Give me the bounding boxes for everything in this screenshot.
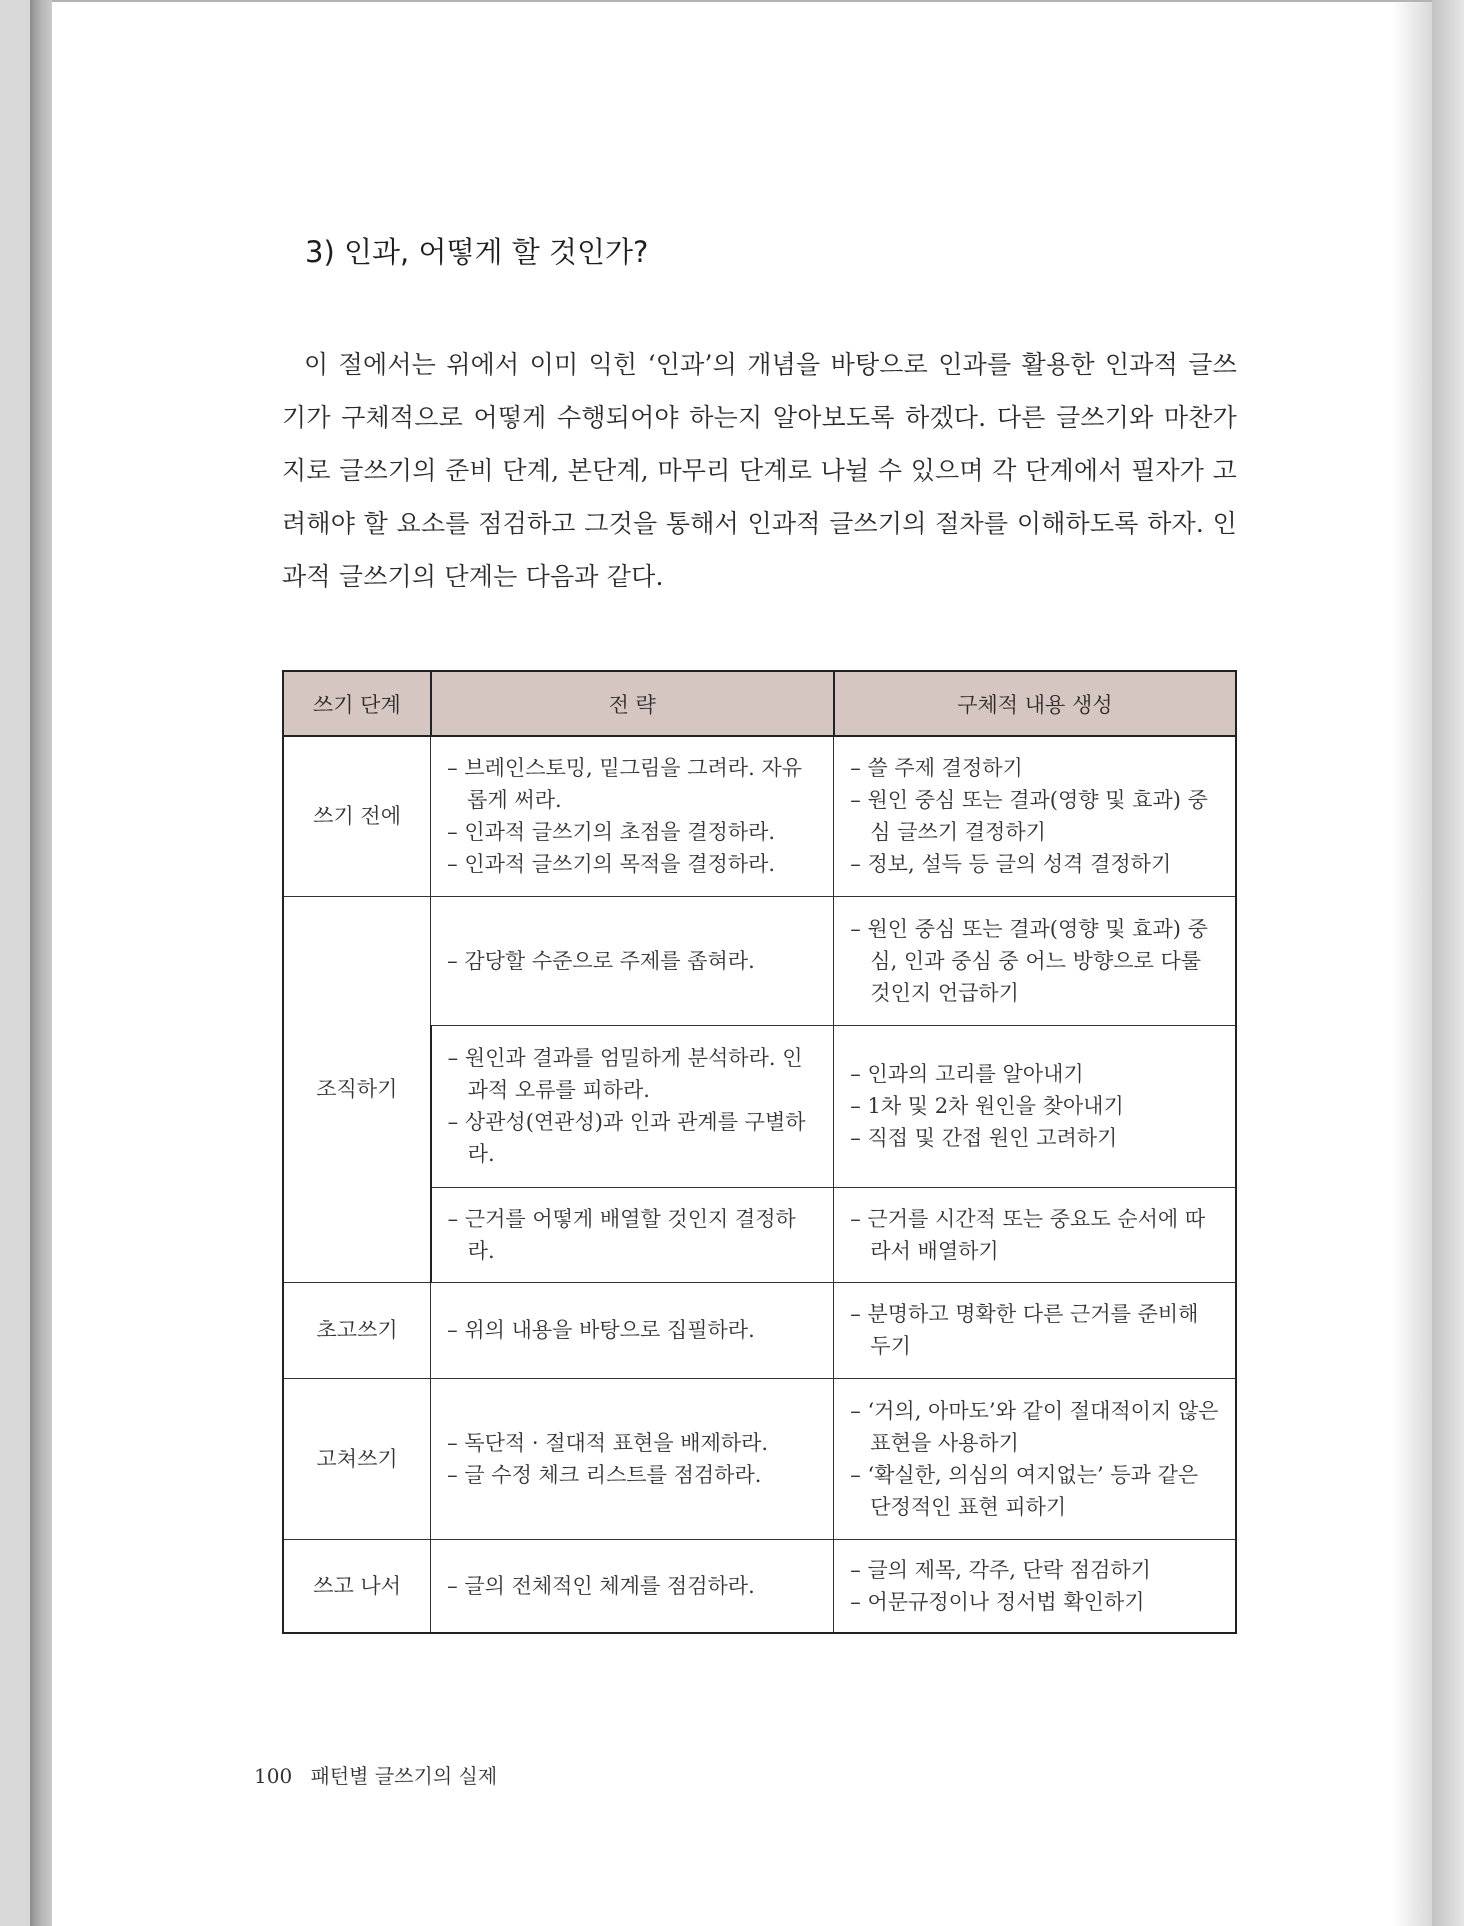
- page-edge: [1432, 0, 1464, 1926]
- strategy-item: – 원인과 결과를 엄밀하게 분석하라. 인과적 오류를 피하라.: [447, 1046, 803, 1102]
- strategy-item: – 위의 내용을 바탕으로 집필하라.: [447, 1318, 755, 1342]
- content-item: – 분명하고 명확한 다른 근거를 준비해 두기: [850, 1302, 1199, 1358]
- table-row: [283, 1378, 1236, 1539]
- header-content: 구체적 내용 생성: [834, 671, 1236, 736]
- content-item: – 어문규정이나 정서법 확인하기: [850, 1589, 1145, 1614]
- page-footer: [254, 1760, 497, 1789]
- strategy-item: – 인과적 글쓰기의 초점을 결정하라.: [447, 820, 776, 845]
- table-row: [283, 896, 1236, 1025]
- content-item: – 1차 및 2차 원인을 찾아내기: [850, 1094, 1124, 1118]
- stage-cell: 쓰기 전에: [283, 736, 431, 896]
- header-stage: 쓰기 단계: [283, 671, 431, 736]
- table-row: [283, 736, 1236, 896]
- content-item: – 인과의 고리를 알아내기: [850, 1062, 1084, 1086]
- strategy-cell: [431, 896, 834, 1025]
- strategy-cell: [431, 1282, 834, 1378]
- content-cell: [834, 1378, 1236, 1539]
- content-cell: [834, 896, 1236, 1025]
- table-row: [283, 1539, 1236, 1633]
- content-cell: [834, 1539, 1236, 1633]
- stage-cell: 쓰고 나서: [283, 1539, 431, 1633]
- content-cell: [834, 1187, 1236, 1282]
- strategy-item: – 상관성(연관성)과 인과 관계를 구별하라.: [447, 1110, 806, 1166]
- header-strategy: 전 략: [431, 671, 834, 736]
- strategy-item: – 글의 전체적인 체계를 점검하라.: [447, 1573, 755, 1598]
- table-row: [283, 1282, 1236, 1378]
- strategy-cell: [431, 736, 834, 896]
- strategy-item: – 근거를 어떻게 배열할 것인지 결정하라.: [447, 1206, 796, 1263]
- table-header-row: [283, 671, 1236, 736]
- stage-cell: 초고쓰기: [283, 1282, 431, 1378]
- strategy-cell: [431, 1378, 834, 1539]
- strategy-item: – 인과적 글쓰기의 목적을 결정하라.: [447, 852, 776, 877]
- strategy-cell: [431, 1539, 834, 1633]
- content-item: – 직접 및 간접 원인 고려하기: [850, 1126, 1118, 1150]
- strategy-item: – 글 수정 체크 리스트를 점검하라.: [447, 1462, 762, 1487]
- strategy-item: – 독단적 · 절대적 표현을 배제하라.: [447, 1430, 769, 1455]
- strategy-item: – 감당할 수준으로 주제를 좁혀라.: [447, 948, 755, 973]
- content-cell: [834, 1025, 1236, 1187]
- content-item: – 글의 제목, 각주, 단락 점검하기: [850, 1557, 1151, 1582]
- content-item: – 정보, 설득 등 글의 성격 결정하기: [850, 852, 1172, 877]
- stage-cell: 고쳐쓰기: [283, 1378, 431, 1539]
- content-cell: [834, 1282, 1236, 1378]
- content-item: – 원인 중심 또는 결과(영향 및 효과) 중심, 인과 중심 중 어느 방향으로 다룰 것인지 언급하기: [850, 916, 1208, 1005]
- strategy-item: – 브레인스토밍, 밑그림을 그려라. 자유롭게 써라.: [447, 756, 802, 813]
- strategy-cell: [431, 1025, 834, 1187]
- stage-cell: 조직하기: [283, 896, 431, 1282]
- section-title: 3) 인과, 어떻게 할 것인가?: [305, 235, 649, 269]
- book-title: 패턴별 글쓰기의 실제: [310, 1764, 498, 1788]
- writing-stages-table: [282, 670, 1237, 1634]
- strategy-cell: [431, 1187, 834, 1282]
- page-number: 100: [254, 1764, 293, 1788]
- content-cell: [834, 736, 1236, 896]
- content-item: – ‘거의, 아마도’와 같이 절대적이지 않은 표현을 사용하기: [850, 1398, 1219, 1455]
- intro-paragraph: 이 절에서는 위에서 이미 익힌 ‘인과’의 개념을 바탕으로 인과를 활용한 인과적 글쓰기가 구체적으로 어떻게 수행되어야 하는지 알아보도록 하겠다. 다른 글쓰기와 마찬가지로 글쓰기의 준비 단계, 본단계, 마무리 단계로 나뉠 수 있으며 각 단계에서 필자가 고려해야 할 요소를 점검하고 그것을 통해서 인과적 글쓰기의 절차를 이해하도록 하자. 인과적 글쓰기의 단계는 다음과 같다.: [282, 350, 1237, 591]
- content-item: – ‘확실한, 의심의 여지없는’ 등과 같은 단정적인 표현 피하기: [850, 1462, 1199, 1519]
- content-item: – 원인 중심 또는 결과(영향 및 효과) 중심 글쓰기 결정하기: [850, 788, 1208, 845]
- content-item: – 쓸 주제 결정하기: [850, 756, 1023, 781]
- content-item: – 근거를 시간적 또는 중요도 순서에 따라서 배열하기: [850, 1206, 1206, 1263]
